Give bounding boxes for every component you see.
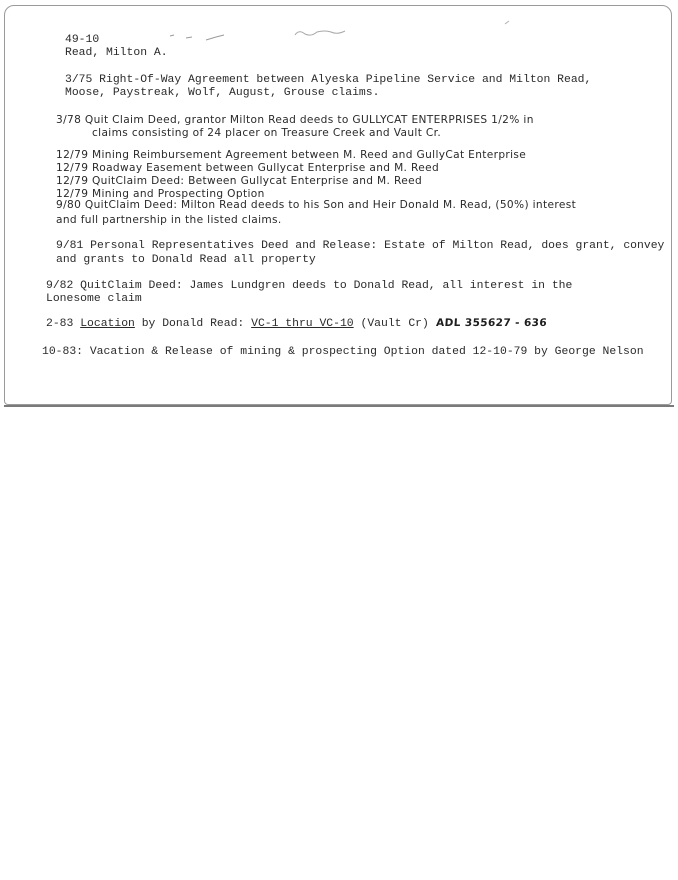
entry-line: 10-83: Vacation & Release of mining & prospecting Option dated 12-10-79 by George Nelson <box>42 346 644 358</box>
entry-line: 12/79 QuitClaim Deed: Between Gullycat Enterprise and M. Reed <box>56 175 423 187</box>
location-by: by Donald Read: <box>141 318 245 330</box>
entry-line: Moose, Paystreak, Wolf, August, Grouse claims. <box>65 87 380 99</box>
entry-line: and full partnership in the listed claims. <box>56 214 282 226</box>
entry-line: and grants to Donald Read all property <box>56 254 316 266</box>
file-number: 49-10 <box>65 34 100 46</box>
vc-note: (Vault Cr) <box>360 318 429 330</box>
location-label: Location <box>80 318 135 330</box>
location-date: 2-83 <box>46 318 74 330</box>
entry-line: 9/80 QuitClaim Deed: Milton Read deeds to his Son and Heir Donald M. Read, (50%) interest <box>56 199 577 211</box>
entry-line: 3/78 Quit Claim Deed, grantor Milton Read deeds to GULLYCAT ENTERPRISES 1/2% in <box>56 114 534 126</box>
entry-line: 9/82 QuitClaim Deed: James Lundgren deeds to Donald Read, all interest in the <box>46 280 573 292</box>
entry-line: 12/79 Roadway Easement between Gullycat Enterprise and M. Reed <box>56 162 440 174</box>
handwritten-adl-note: ADL 355627 - 636 <box>435 317 548 329</box>
entry-line: 12/79 Mining and Prospecting Option <box>56 188 265 200</box>
location-entry <box>46 317 547 331</box>
entry-line: 12/79 Mining Reimbursement Agreement between M. Reed and GullyCat Enterprise <box>56 149 527 161</box>
header-scribble <box>0 0 678 50</box>
entry-line: 9/81 Personal Representatives Deed and Release: Estate of Milton Read, does grant, convey <box>56 240 665 252</box>
entry-line: 3/75 Right-Of-Way Agreement between Alyeska Pipeline Service and Milton Read, <box>65 74 592 86</box>
entry-line: claims consisting of 24 placer on Treasure Creek and Vault Cr. <box>92 127 442 139</box>
vc-range: VC-1 thru VC-10 <box>251 318 354 330</box>
owner-name: Read, Milton A. <box>65 47 168 59</box>
card-bottom-rule <box>4 405 674 407</box>
entry-line: Lonesome claim <box>46 293 142 305</box>
